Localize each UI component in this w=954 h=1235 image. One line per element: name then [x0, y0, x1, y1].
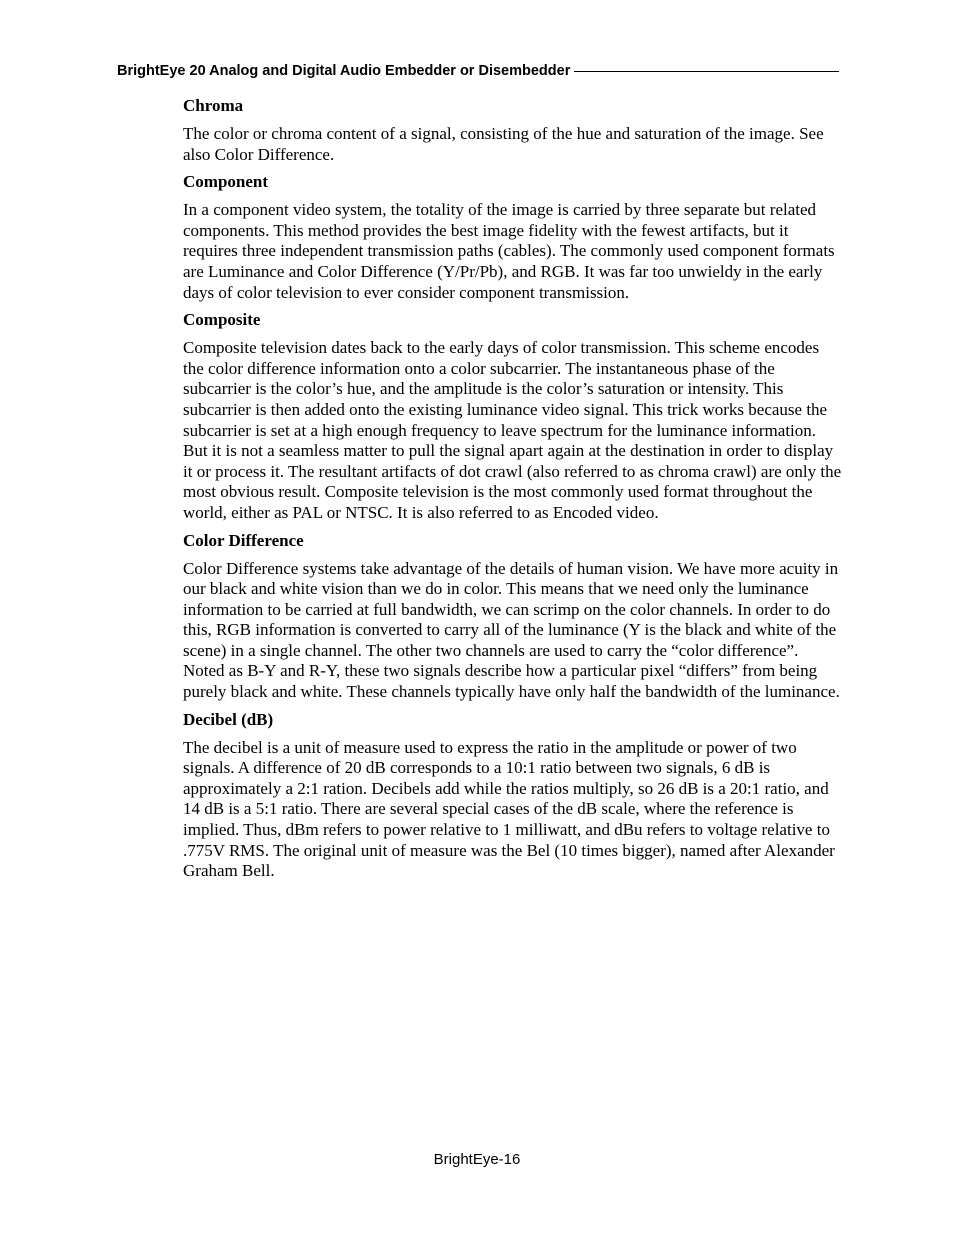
term-definition: The decibel is a unit of measure used to express the ratio in the amplitude or power of two signals. A difference of 20 dB corresponds to a 10:1 ratio between two signals, 6 dB is approximately a 2:1 ration. Decibels add while the ratios multiply, so 26 dB is a 20:1 ratio, and 14 dB is a 5:1 ratio. There are several special cases of the dB scale, where the reference is implied. Thus, dBm refers to power relative to 1 milliwatt, and dBu refers to voltage relative to .775V RMS. The original unit of measure was the Bel (10 times bigger), named after Alexander Graham Bell.: [183, 737, 835, 881]
term-heading: Component: [183, 172, 269, 192]
term-definition: The color or chroma content of a signal, consisting of the hue and saturation of the image. See also Color Difference.: [183, 124, 824, 164]
glossary-content: [183, 96, 843, 889]
running-header: [117, 62, 839, 80]
term-definition: Color Difference systems take advantage of the details of human vision. We have more acuity in our black and white vision than we do in color. This means that we need only the luminance information to be carried at full bandwidth, we can scrimp on the color channels. In order to do this, RGB information is converted to carry all of the luminance (Y is the black and white of the scene) in a single channel. The other two channels are used to carry the “color difference”. Noted as B-Y and R-Y, these two signals describe how a particular pixel “differs” from being purely black and white. These channels typically have only half the bandwidth of the luminance.: [183, 558, 840, 702]
header-title: BrightEye 20 Analog and Digital Audio Embedder or Disembedder: [117, 63, 571, 79]
glossary-entry-decibel: [183, 710, 843, 882]
glossary-entry-color-difference: [183, 531, 843, 703]
term-definition: In a component video system, the totality of the image is carried by three separate but related components. This method provides the best image fidelity with the fewest artifacts, but it requires three independent transmission paths (cables). The commonly used component formats are Luminance and Color Difference (Y/Pr/Pb), and RGB. It was far too unwieldy in the early days of color television to ever consider component transmission.: [183, 200, 835, 302]
term-heading: Composite: [183, 310, 261, 330]
glossary-entry-composite: [183, 310, 843, 523]
glossary-entry-chroma: [183, 96, 843, 165]
header-rule: [574, 71, 839, 72]
term-definition: Composite television dates back to the early days of color transmission. This scheme encodes the color difference information onto a color subcarrier. The instantaneous phase of the subcarrier is the color’s hue, and the amplitude is the color’s saturation or intensity. This subcarrier is then added onto the existing luminance video signal. This trick works because the subcarrier is set at a high enough frequency to leave spectrum for the luminance information. But it is not a seamless matter to pull the signal apart again at the destination in order to display it or process it. The resultant artifacts of dot crawl (also referred to as chroma crawl) are only the most obvious result. Composite television is the most commonly used format throughout the world, either as PAL or NTSC. It is also referred to as Encoded video.: [183, 338, 842, 522]
term-heading: Chroma: [183, 96, 244, 115]
glossary-entry-component: [183, 172, 843, 303]
term-heading: Color Difference: [183, 530, 304, 550]
page-number: BrightEye-16: [433, 1151, 521, 1168]
term-heading: Decibel (dB): [183, 709, 274, 729]
